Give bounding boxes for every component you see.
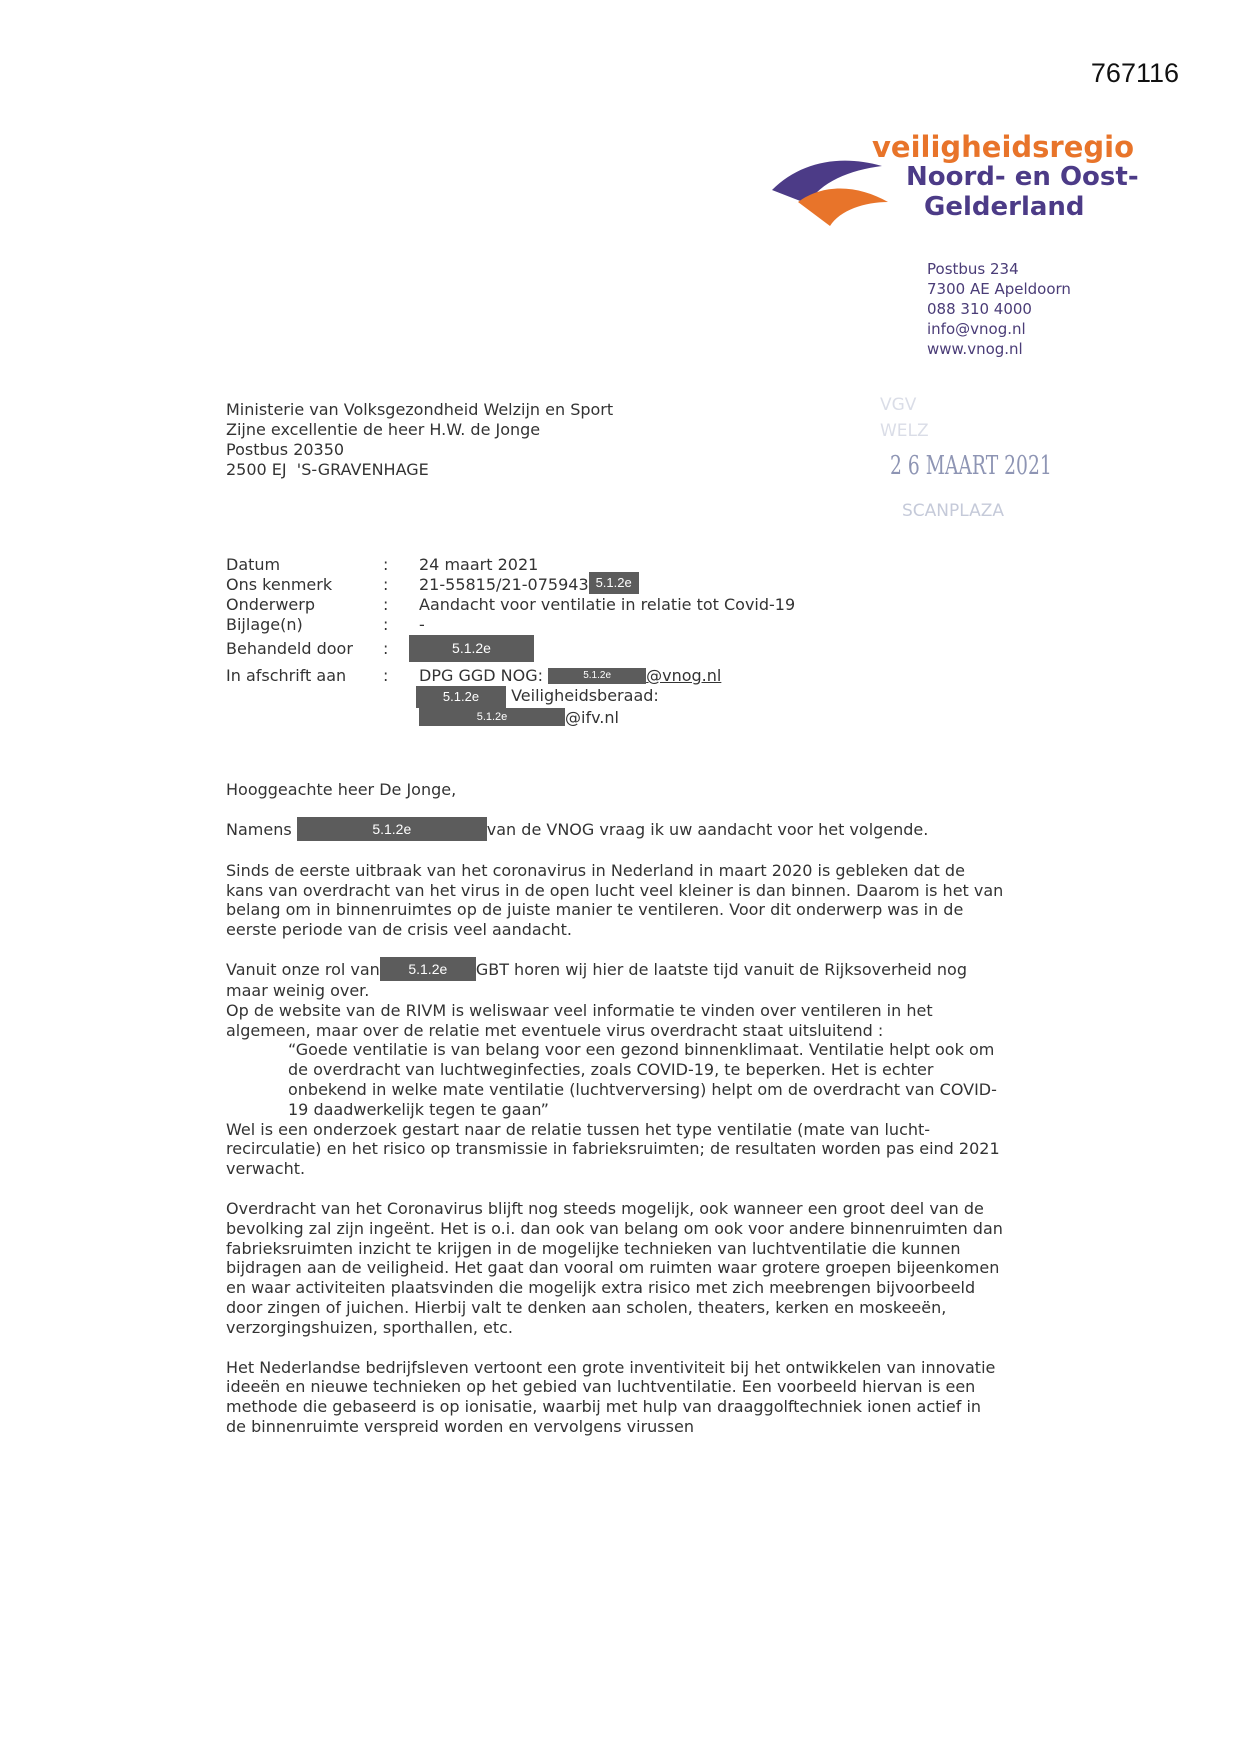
stamp-line-2: WELZ [880, 421, 929, 441]
paragraph-4: Wel is een onderzoek gestart naar de relatie tussen het type ventilatie (mate van lucht-recirculatie) en het risico op transmissie in fabrieksruimten; de resultaten worden pas eind 2021 verwacht. [226, 1119, 1000, 1179]
vnog-logo [770, 130, 1139, 230]
paragraph-2 [226, 960, 1006, 1001]
meta-value: 24 maart 2021 [419, 555, 539, 574]
redaction-box: 5.1.2e [416, 686, 506, 708]
received-stamp [880, 395, 1052, 525]
meta-colon: : [383, 555, 389, 574]
recipient-line-3: Postbus 20350 [226, 440, 345, 459]
p2-before: Vanuit onze rol van [226, 959, 380, 979]
stamp-line-1: VGV [880, 395, 917, 415]
meta-colon: : [383, 595, 389, 614]
logo-line-noord-en-oost: Noord- en Oost- [906, 162, 1139, 192]
meta-colon: : [383, 666, 389, 685]
logo-line-gelderland: Gelderland [924, 192, 1085, 222]
paragraph-3: Op de website van de RIVM is weliswaar veel informatie te vinden over ventileren in het algemeen, maar over de relatie met eventuele virus overdracht staat uitsluitend : [226, 1000, 933, 1040]
recipient-address [226, 400, 613, 480]
email-vnog: @vnog.nl [646, 666, 722, 685]
meta-label: Ons kenmerk [226, 575, 333, 594]
meta-value: Aandacht voor ventilatie in relatie tot Covid-19 [419, 595, 796, 614]
meta-colon: : [383, 639, 389, 658]
meta-label: Behandeld door [226, 639, 353, 658]
salutation: Hooggeachte heer De Jonge, [226, 780, 457, 799]
meta-label: Onderwerp [226, 595, 315, 614]
sender-postbus: Postbus 234 [927, 260, 1019, 278]
letter-body [226, 780, 1006, 1437]
meta-label: In afschrift aan [226, 666, 347, 685]
afschrift-line-1: DPG GGD NOG: [419, 666, 544, 685]
namens-after: van de VNOG vraag ik uw aandacht voor het volgende. [486, 819, 929, 839]
email-ifv: @ifv.nl [565, 708, 619, 727]
paragraph-5: Overdracht van het Coronavirus blijft nog steeds mogelijk, ook wanneer een groot deel van de bevolking zal zijn ingeënt. Het is o.i. dan ook van belang om ook voor andere binnenruimten dan fabrieksruimten inzicht te krijgen in de mogelijke technieken van luchtventilatie die kunnen bijdragen aan de veiligheid. Het gaat dan vooral om ruimten waar grotere groepen bijeenkomen en waar activiteiten plaatsvinden die mogelijk extra risico met zich meebrengen bijvoorbeeld door zingen of juichen. Hierbij valt te denken aan scholen, theaters, kerken en moskeeën, verzorgingshuizen, sporthallen, etc. [226, 1198, 1003, 1337]
redaction-box: 5.1.2e [589, 572, 639, 594]
logo-line-veiligheidsregio: veiligheidsregio [872, 130, 1135, 164]
stamp-date: 2 6 MAART 2021 [890, 451, 1052, 481]
document-number: 767116 [1090, 58, 1179, 88]
namens-before: Namens [226, 819, 292, 839]
redaction-box: 5.1.2e [548, 668, 646, 684]
paragraph-1: Sinds de eerste uitbraak van het coronavirus in Nederland in maart 2020 is gebleken dat de kans van overdracht van het virus in de open lucht veel kleiner is dan binnen. Daarom is het van belang om in binnenruimtes op de juiste manier te ventileren. Voor dit onderwerp was in de eerste periode van de crisis veel aandacht. [226, 860, 1004, 940]
sender-phone: 088 310 4000 [927, 300, 1032, 318]
kenmerk-value: 21-55815/21-075943 [419, 575, 589, 594]
sender-email: info@vnog.nl [927, 320, 1026, 338]
meta-label: Bijlage(n) [226, 615, 303, 634]
sender-postcode: 7300 AE Apeldoorn [927, 280, 1071, 298]
redaction-box: 5.1.2e [297, 817, 487, 841]
meta-value: - [419, 615, 425, 634]
meta-colon: : [383, 615, 389, 634]
redaction-box: 5.1.2e [409, 635, 534, 662]
redaction-box: 5.1.2e [380, 957, 476, 981]
paragraph-6: Het Nederlandse bedrijfsleven vertoont een grote inventiviteit bij het ontwikkelen van innovatie ideeën en nieuwe technieken op het gebied van luchtventilatie. Een voorbeeld hiervan is een methode die gebaseerd is op ionisatie, waarbij met hulp van draaggolftechniek ionen actief in de binnenruimte verspreid worden en vervolgens virussen [226, 1357, 996, 1436]
meta-colon: : [383, 575, 389, 594]
recipient-line-1: Ministerie van Volksgezondheid Welzijn en Sport [226, 400, 614, 419]
meta-label: Datum [226, 555, 281, 574]
stamp-place: SCANPLAZA [902, 501, 1005, 521]
rivm-quote: “Goede ventilatie is van belang voor een gezond binnenklimaat. Ventilatie helpt ook om de overdracht van luchtweginfecties, zoals COVID-19, te beperken. Het is echter onbekend in welke mate ventilatie (luchtverversing) helpt om de overdracht van COVID-19 daadwerkelijk tegen te gaan” [288, 1040, 997, 1119]
logo-swoosh-icon [770, 152, 890, 232]
afschrift-line-2: Veiligheidsberaad: [511, 686, 659, 705]
sender-address [927, 259, 1071, 359]
meta-value [419, 575, 639, 594]
namens-paragraph [226, 820, 1006, 841]
p2-after: GBT horen wij hier de laatste tijd vanuit de Rijksoverheid nog maar weinig over. [226, 959, 967, 1000]
redaction-box: 5.1.2e [419, 708, 565, 726]
sender-website: www.vnog.nl [927, 340, 1023, 358]
recipient-line-4: 2500 EJ 'S-GRAVENHAGE [226, 460, 429, 479]
meta-value [419, 666, 721, 685]
recipient-line-2: Zijne excellentie de heer H.W. de Jonge [226, 420, 541, 439]
